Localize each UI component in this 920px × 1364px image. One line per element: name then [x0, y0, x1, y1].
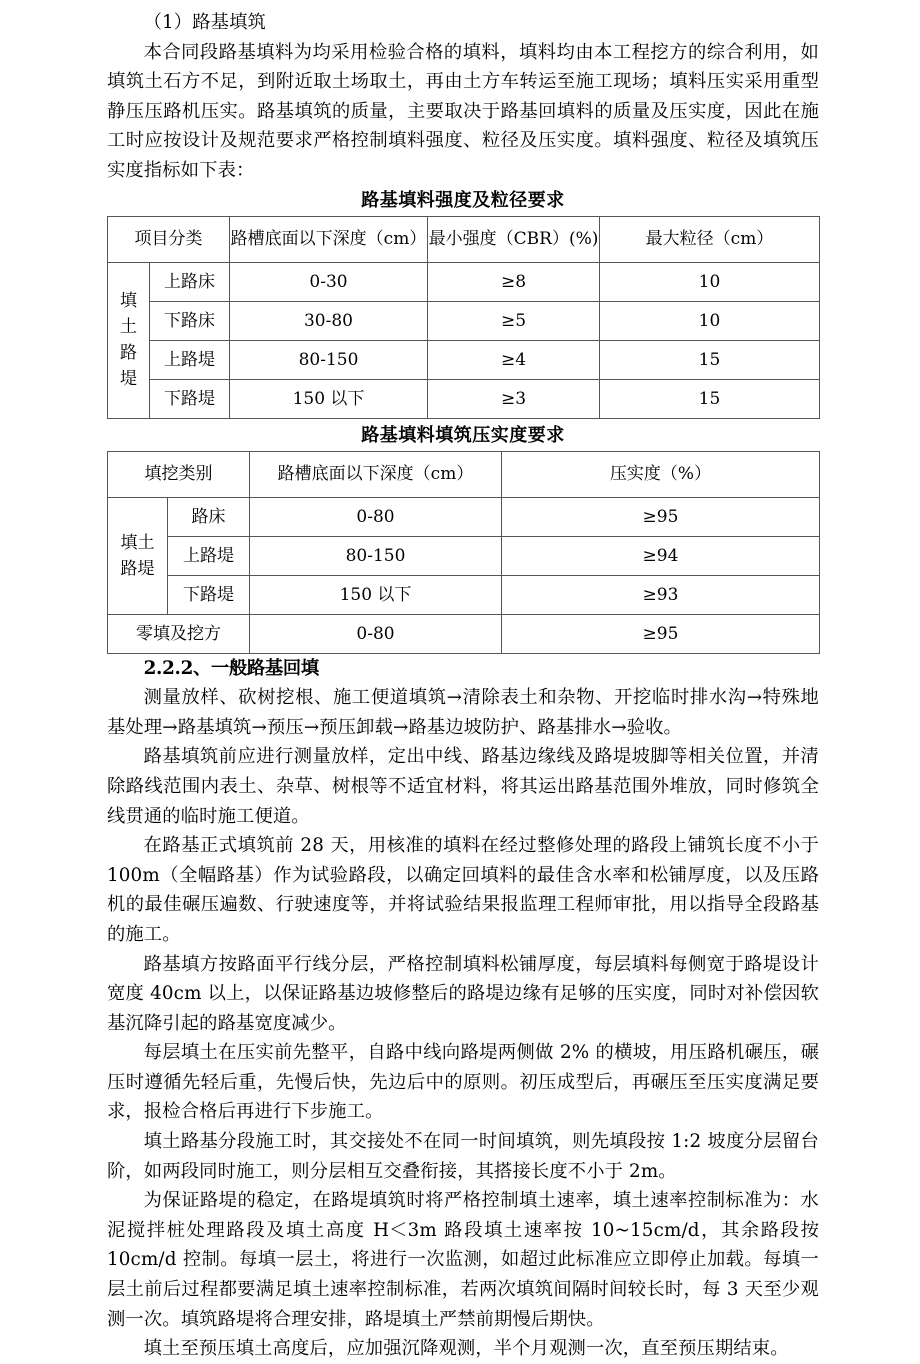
table-row	[108, 379, 820, 418]
table2-cell-compaction: ≥94	[502, 536, 820, 575]
table1-cell-sub: 上路床	[150, 262, 230, 301]
paragraph-layering: 路基填方按路面平行线分层，严格控制填料松铺厚度，每层填料每侧宽于路堤设计宽度 40cm 以上，以保证路基边坡修整后的路堤边缘有足够的压实度，同时对补偿因软基沉降引起的路基宽度减少。	[107, 953, 819, 1034]
table2-cell-zerofill-depth: 0-80	[250, 614, 502, 653]
table2-header-filltype: 填挖类别	[108, 451, 250, 497]
table2-cell-sub: 下路堤	[168, 575, 250, 614]
table-row	[108, 614, 820, 653]
group-char: 填	[120, 291, 137, 312]
table-row-header	[108, 216, 820, 262]
table1-cell-sub: 下路床	[150, 301, 230, 340]
table2-title: 路基填料填筑压实度要求	[361, 424, 565, 446]
table1-header-maxsize: 最大粒径（cm）	[600, 216, 820, 262]
table-roadbed-strength-grain-size	[107, 216, 820, 419]
table1-group-label	[108, 262, 150, 418]
table2-header-compaction: 压实度（%）	[502, 451, 820, 497]
group-char: 土	[120, 317, 137, 338]
section-2-2-2-heading: 2.2.2、一般路基回填	[143, 657, 319, 679]
table2-cell-depth: 150 以下	[250, 575, 502, 614]
table1-header-cbr: 最小强度（CBR）(%)	[428, 216, 600, 262]
table1-cell-size: 15	[600, 379, 820, 418]
group-char: 路	[120, 343, 137, 364]
table1-header-depth: 路槽底面以下深度（cm）	[230, 216, 428, 262]
table-row	[108, 340, 820, 379]
paragraph-rolling: 每层填土在压实前先整平，自路中线向路堤两侧做 2% 的横坡，用压路机碾压，碾压时遵循先轻后重，先慢后快，先边后中的原则。初压成型后，再碾压至压实度满足要求，报检合格后再进行下步施工。	[107, 1042, 819, 1123]
table1-cell-sub: 下路堤	[150, 379, 230, 418]
paragraph-staged-construction: 填土路基分段施工时，其交接处不在同一时间填筑，则先填段按 1:2 坡度分层留台阶，如两段同时施工，则分层相互交叠衔接，其搭接长度不小于 2m。	[107, 1131, 819, 1182]
table2-cell-zerofill-compaction: ≥95	[502, 614, 820, 653]
paragraph-process-flow: 测量放样、砍树挖根、施工便道填筑→清除表土和杂物、开挖临时排水沟→特殊地基处理→路基填筑→预压→预压卸载→路基边坡防护、路基排水→验收。	[107, 687, 819, 738]
table2-group-label	[108, 497, 168, 614]
table2-cell-sub: 上路堤	[168, 536, 250, 575]
table-row-header	[108, 451, 820, 497]
table1-cell-depth: 150 以下	[230, 379, 428, 418]
table1-title: 路基填料强度及粒径要求	[361, 189, 565, 211]
table1-cell-sub: 上路堤	[150, 340, 230, 379]
table-roadbed-compaction	[107, 451, 820, 654]
table2-cell-depth: 0-80	[250, 497, 502, 536]
paragraph-survey-setout: 路基填筑前应进行测量放样，定出中线、路基边缘线及路堤坡脚等相关位置，并清除路线范围内表土、杂草、树根等不适宜材料，将其运出路基范围外堆放，同时修筑全线贯通的临时施工便道。	[107, 746, 819, 827]
table2-cell-sub: 路床	[168, 497, 250, 536]
section-label-paragraph: （1）路基填筑	[143, 12, 266, 33]
table1-cell-cbr: ≥5	[428, 301, 600, 340]
table2-cell-depth: 80-150	[250, 536, 502, 575]
group-line: 路堤	[120, 558, 155, 579]
table1-cell-size: 10	[600, 301, 820, 340]
table2-cell-compaction: ≥93	[502, 575, 820, 614]
table-row	[108, 262, 820, 301]
paragraph-settlement-monitoring: 填土至预压填土高度后，应加强沉降观测，半个月观测一次，直至预压期结束。	[143, 1338, 789, 1360]
table2-header-depth: 路槽底面以下深度（cm）	[250, 451, 502, 497]
table-row	[108, 497, 820, 536]
group-line: 填土	[120, 532, 155, 553]
paragraph-test-section: 在路基正式填筑前 28 天，用核准的填料在经过整修处理的路段上铺筑长度不小于 100m（全幅路基）作为试验路段，以确定回填料的最佳含水率和松铺厚度，以及压路机的最佳碾压遍数、行驶速度等，并将试验结果报监理工程师审批，用以指导全段路基的施工。	[107, 835, 819, 945]
table1-cell-cbr: ≥4	[428, 340, 600, 379]
document-content	[107, 0, 819, 1364]
table1-cell-size: 10	[600, 262, 820, 301]
table-row	[108, 301, 820, 340]
table-row	[108, 575, 820, 614]
table1-cell-depth: 80-150	[230, 340, 428, 379]
table2-cell-zerofill-label: 零填及挖方	[108, 614, 250, 653]
table1-cell-cbr: ≥3	[428, 379, 600, 418]
table1-cell-depth: 0-30	[230, 262, 428, 301]
table1-cell-cbr: ≥8	[428, 262, 600, 301]
table2-cell-compaction: ≥95	[502, 497, 820, 536]
intro-paragraph: 本合同段路基填料为均采用检验合格的填料，填料均由本工程挖方的综合利用，如填筑土石方不足，到附近取土场取土，再由土方车转运至施工现场；填料压实采用重型静压压路机压实。路基填筑的质量，主要取决于路基回填料的质量及压实度，因此在施工时应按设计及规范要求严格控制填料强度、粒径及压实度。填料强度、粒径及填筑压实度指标如下表：	[107, 41, 819, 181]
table1-cell-depth: 30-80	[230, 301, 428, 340]
table1-header-category: 项目分类	[108, 216, 230, 262]
table1-cell-size: 15	[600, 340, 820, 379]
group-char: 堤	[120, 369, 137, 390]
paragraph-fill-rate-control: 为保证路堤的稳定，在路堤填筑时将严格控制填土速率，填土速率控制标准为：水泥搅拌桩处理路段及填土高度 H＜3m 路段填土速率按 10~15cm/d，其余路段按 10cm/d 控制。每填一层土，将进行一次监测，如超过此标准应立即停止加载。每填一层土前后过程都要满足填土速率控制标准，若两次填筑间隔时间较长时，每 3 天至少观测一次。填筑路堤将合理安排，路堤填土严禁前期慢后期快。	[107, 1190, 819, 1330]
table-row	[108, 536, 820, 575]
